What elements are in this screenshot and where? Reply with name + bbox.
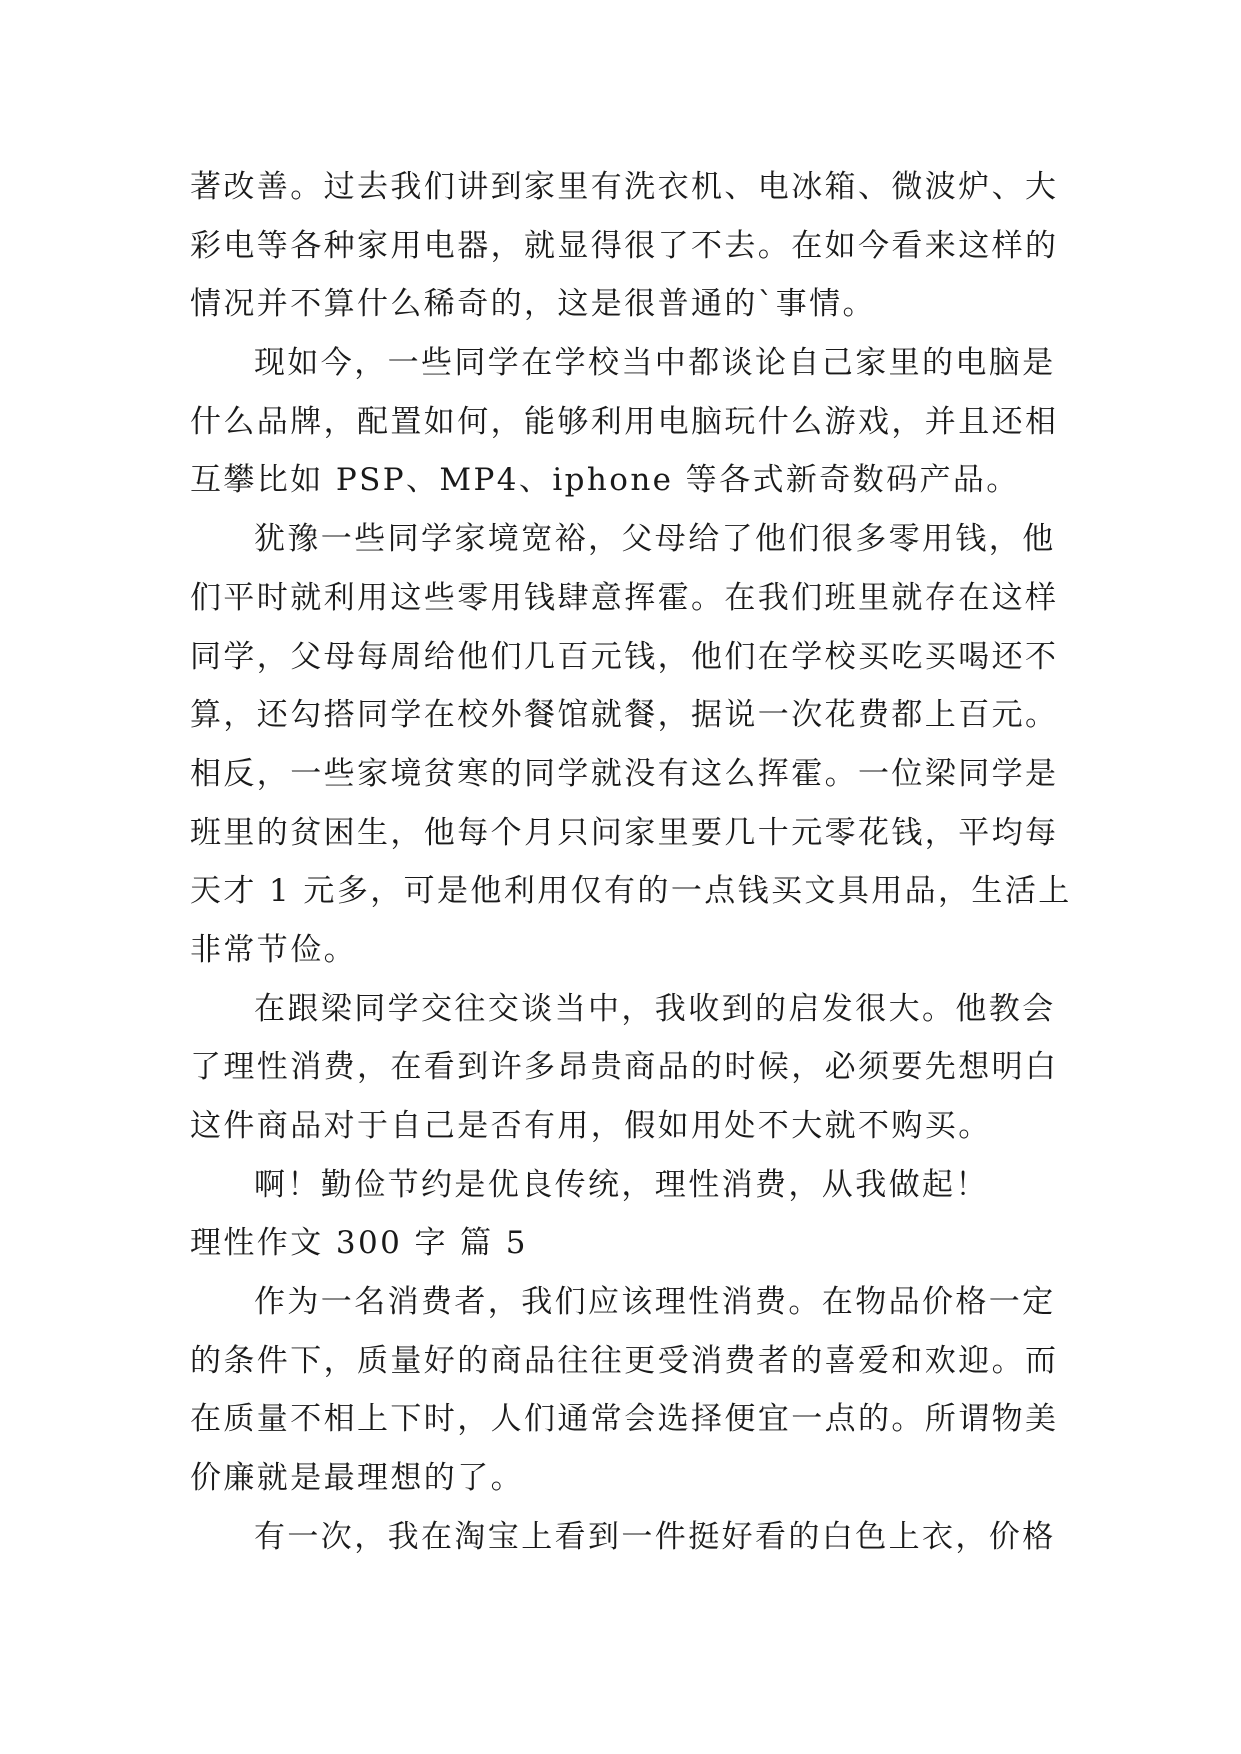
text-line: 相反，一些家境贫寒的同学就没有这么挥霍。一位梁同学是 [190,755,1059,792]
text-line: 了理性消费，在看到许多昂贵商品的时候，必须要先想明白 [190,1049,1059,1086]
text-line: 天才 1 元多，可是他利用仅有的一点钱买文具用品，生活上 [190,873,1072,910]
text-line: 的条件下，质量好的商品往往更受消费者的喜爱和欢迎。而 [190,1342,1059,1379]
text-line: 同学，父母每周给他们几百元钱，他们在学校买吃买喝还不 [190,638,1059,675]
text-line: 著改善。过去我们讲到家里有洗衣机、电冰箱、微波炉、大 [190,169,1059,205]
document-body [190,158,1070,1567]
text-line: 彩电等各种家用电器，就显得很了不去。在如今看来这样的 [190,227,1059,264]
paragraph-first-line: 在跟梁同学交往交谈当中，我收到的启发很大。他教会 [254,990,1056,1027]
text-line: 算，还勾搭同学在校外餐馆就餐，据说一次花费都上百元。 [190,697,1059,734]
paragraph-first-line: 犹豫一些同学家境宽裕，父母给了他们很多零用钱，他 [254,521,1056,558]
text-line: 这件商品对于自己是否有用，假如用处不大就不购买。 [190,1108,992,1144]
text-line: 价廉就是最理想的了。 [190,1460,524,1497]
text-line: 互攀比如 PSP、MP4、iphone 等各式新奇数码产品。 [190,462,1020,499]
paragraph-first-line: 有一次，我在淘宝上看到一件挺好看的白色上衣，价格 [254,1518,1056,1555]
paragraph-first-line: 啊！勤俭节约是优良传统，理性消费，从我做起！ [254,1166,989,1203]
paragraph-first-line: 作为一名消费者，我们应该理性消费。在物品价格一定 [254,1284,1056,1321]
text-line: 情况并不算什么稀奇的，这是很普通的`事情。 [190,286,876,323]
text-line: 在质量不相上下时，人们通常会选择便宜一点的。所谓物美 [190,1401,1059,1438]
text-line: 非常节俭。 [190,931,357,968]
text-line: 们平时就利用这些零用钱肆意挥霍。在我们班里就存在这样 [190,579,1059,616]
text-line: 什么品牌，配置如何，能够利用电脑玩什么游戏，并且还相 [190,403,1059,440]
text-line: 班里的贫困生，他每个月只问家里要几十元零花钱，平均每 [190,814,1059,851]
paragraph-first-line: 现如今，一些同学在学校当中都谈论自己家里的电脑是 [254,345,1056,382]
text-line: 理性作文 300 字 篇 5 [190,1225,528,1262]
